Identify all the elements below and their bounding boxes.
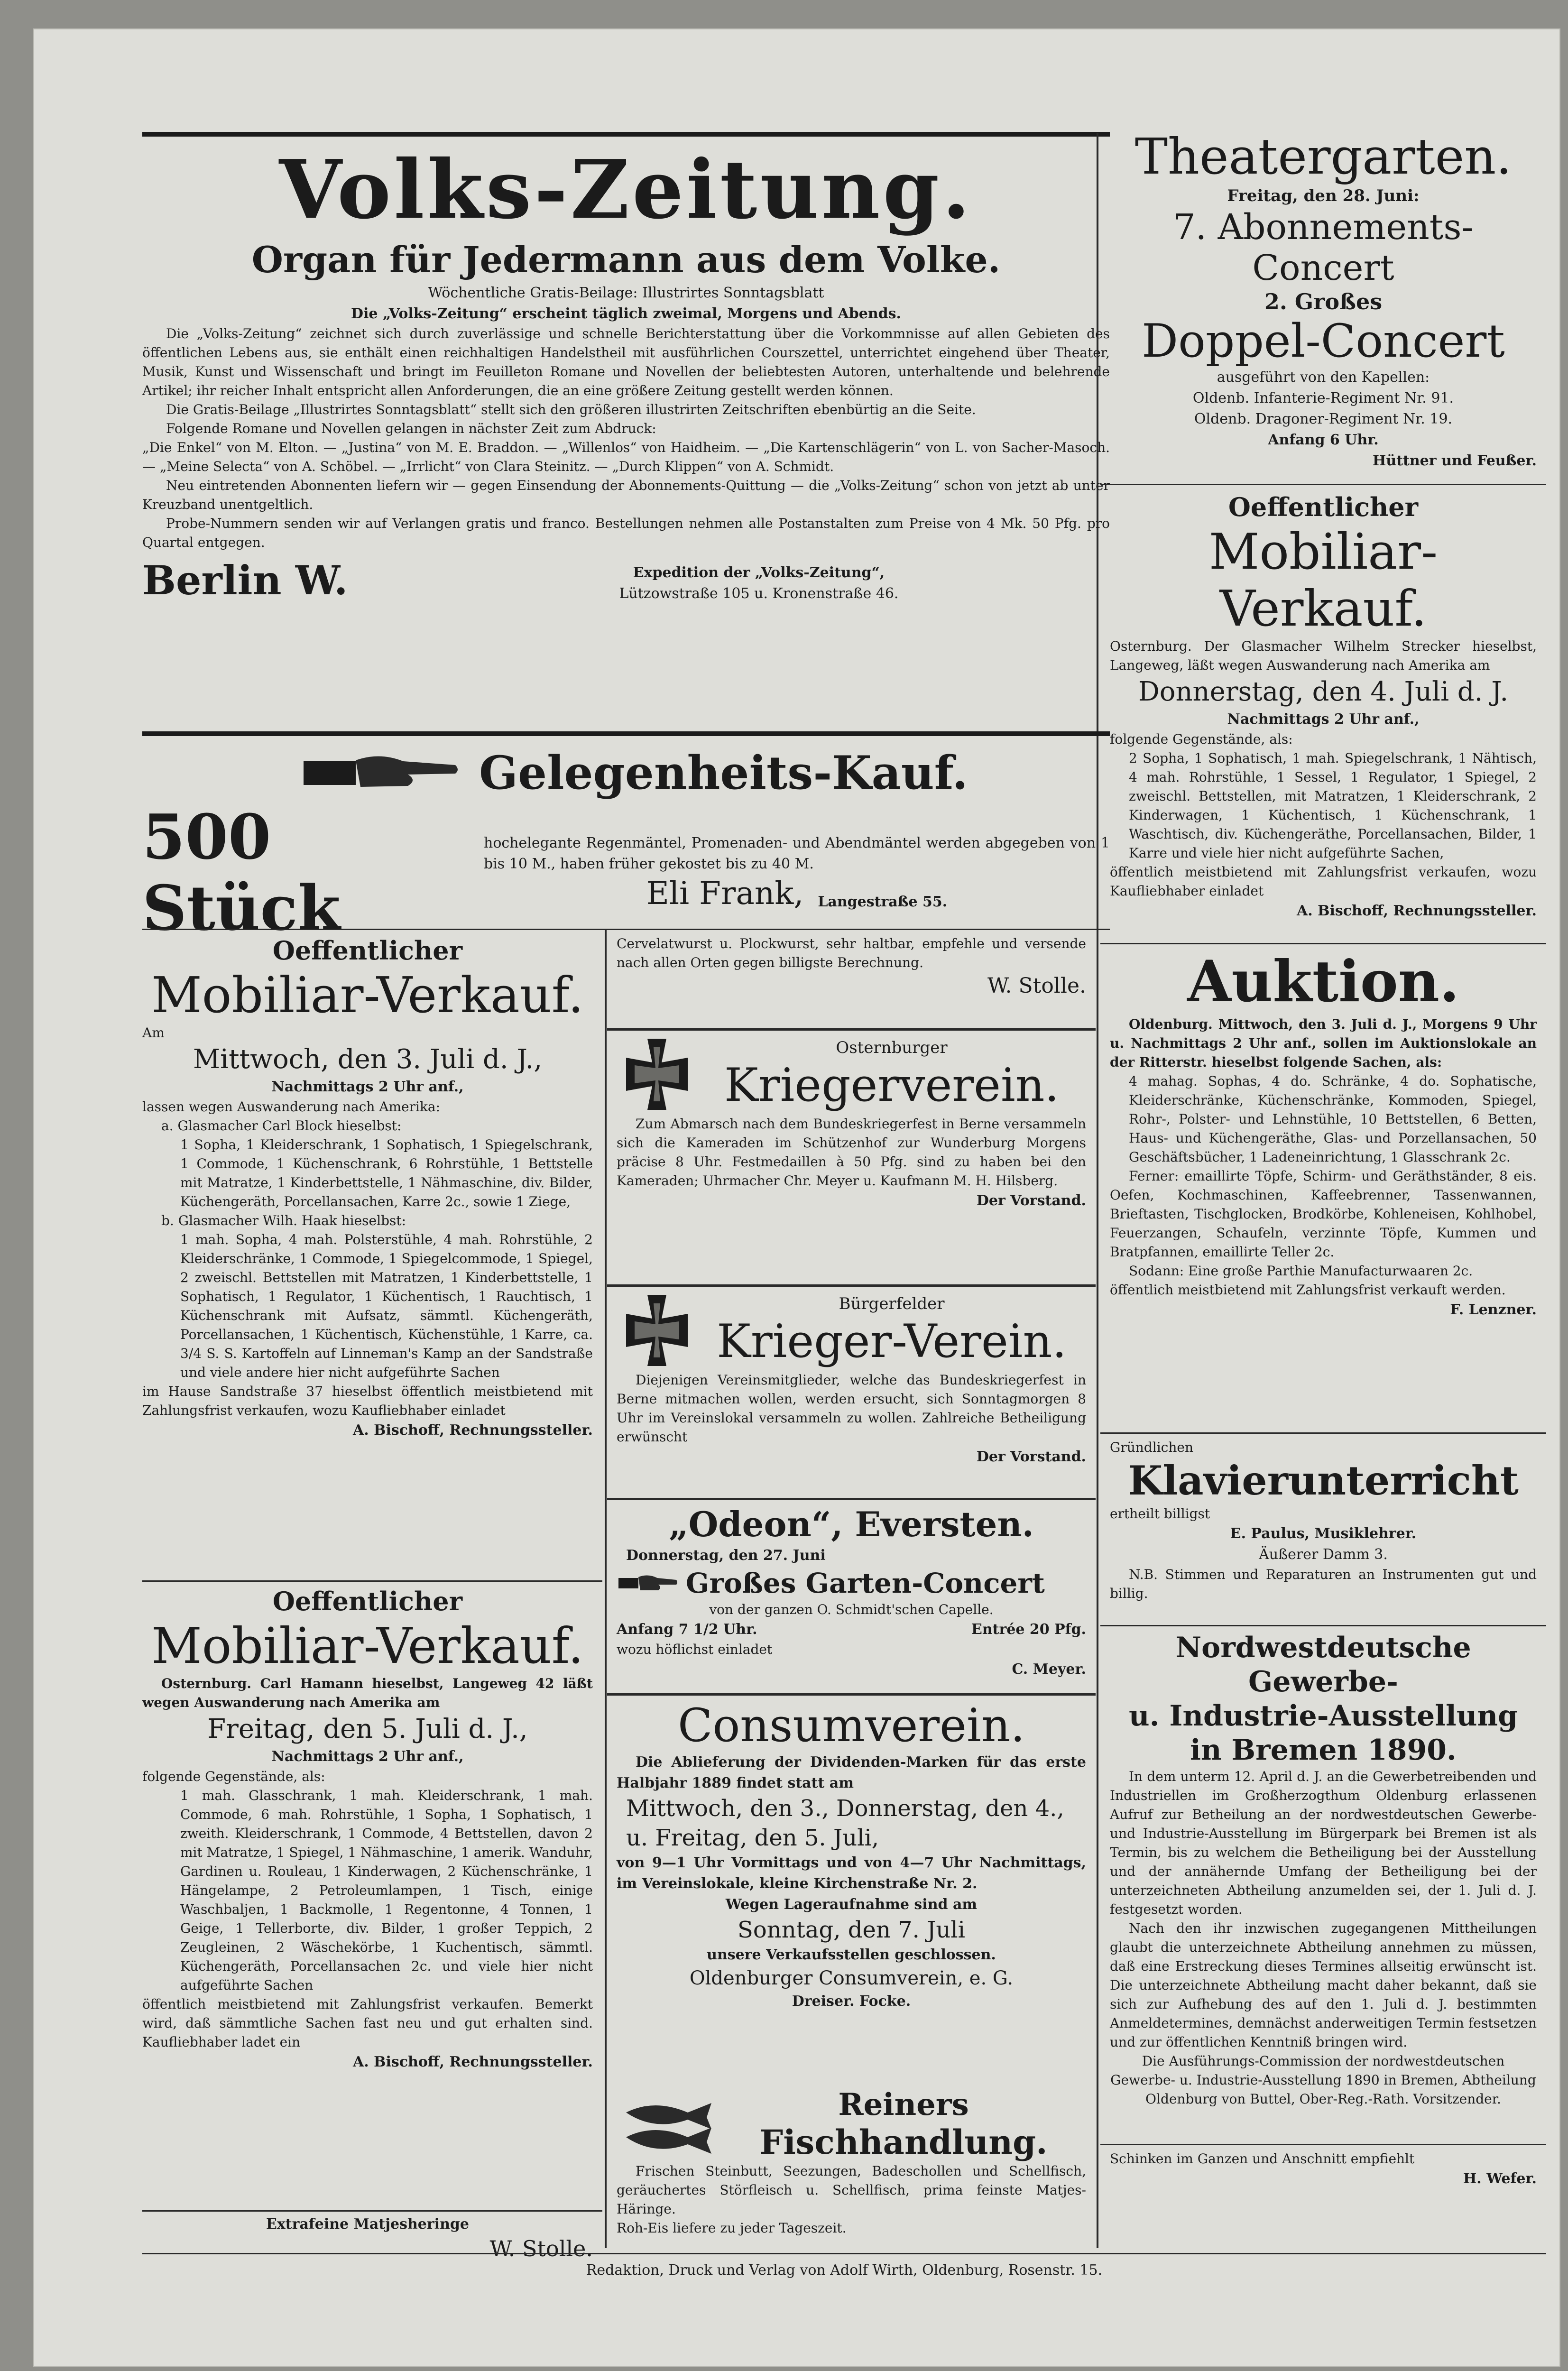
imprint-footer: Redaktion, Druck und Verlag von Adolf Wirth, Oldenburg, Rosenstr. 15. (586, 2262, 1103, 2279)
klavier-bottom-rule (1100, 1625, 1546, 1626)
klavier-addr: Äußerer Damm 3. (1259, 1546, 1388, 1563)
top-rule-left (142, 132, 1110, 137)
volks-address: Lützowstraße 105 u. Kronenstraße 46. (619, 585, 899, 602)
odeon-date: Donnerstag, den 27. Juni (626, 1547, 826, 1564)
theater-sign: Hüttner und Feußer. (1373, 452, 1537, 469)
volks-body5: Neu eintretenden Abonnenten liefern wir — gegen Einsendung der Abonnements-Quittung — die „Volks-Zeitung“ schon von jetzt ab unter Kreuzband unentgeltlich. (142, 478, 1110, 512)
mob-right-date: Donnerstag, den 4. Juli d. J. (1138, 676, 1509, 707)
auktion-body: Oldenburg. Mittwoch, den 3. Juli d. J., Morgens 9 Uhr u. Nachmittags 2 Uhr anf., sollen im Auktionslokale an der Ritterstr. hieselbst folgende Sachen, als: (1110, 1016, 1537, 1070)
mob-left2-bottom-rule (142, 2210, 602, 2212)
klavier-name: E. Paulus, Musiklehrer. (1230, 1525, 1417, 1542)
mob-left1-sign: A. Bischoff, Rechnungssteller. (352, 1422, 593, 1439)
consum-org: Oldenburger Consumverein, e. G. (689, 1967, 1014, 1989)
mob-right-items: 2 Sopha, 1 Sophatisch, 1 mah. Spiegelschrank, 1 Nähtisch, 4 mah. Rohrstühle, 1 Sessel, 1 Regulator, 1 Spiegel, 2 zweischl. Bettstellen, mit Matratzen, 1 Kleiderschrank, 2 Kinderwagen, 1 Küchentisch, 1 Küchenschrank, 1 Waschtisch, div. Küchengeräthe, Porcellansachen, Bilder, 1 Karre und viele hier nicht aufgeführte Sachen, (1129, 750, 1537, 861)
volks-zeitung-ad (142, 142, 1110, 604)
volks-expedition: Expedition der „Volks-Zeitung“, (633, 564, 885, 581)
schinken-sign: H. Wefer. (1463, 2170, 1537, 2187)
auktion-sign: F. Lenzner. (1450, 1301, 1537, 1318)
gelegen-addr: Langestraße 55. (818, 894, 948, 910)
klavier-post: ertheilt billigst (1110, 1506, 1210, 1522)
mob-left1-am: Am (142, 1025, 165, 1041)
theater-by: ausgeführt von den Kapellen: (1217, 369, 1430, 386)
osternburger-head1: Osternburger (836, 1038, 948, 1057)
odeon-entry: Entrée 20 Pfg. (971, 1621, 1086, 1638)
mob-right-intro: folgende Gegenstände, als: (1110, 731, 1293, 747)
theater-start: Anfang 6 Uhr. (1268, 432, 1379, 448)
buergerfelder-sign: Der Vorstand. (976, 1448, 1086, 1465)
mobiliar-verkauf-left-2 (142, 1585, 593, 2073)
schinken-ad (1110, 2150, 1537, 2189)
theater-concert2: 2. Großes (1264, 289, 1383, 314)
reiners-eis: Roh-Eis liefere zu jeder Tageszeit. (617, 2220, 847, 2236)
buergerfelder-head2: Krieger-Verein. (717, 1315, 1067, 1368)
volks-body1: Die „Volks-Zeitung“ zeichnet sich durch zuverlässige und schnelle Berichterstattung über die Vorkommnisse auf allen Gebieten des öffentlichen Lebens aus, sie enthält einen reichhaltigen Handelstheil mit ausführlichen Courszettel, unterrichtet eingehend über Theater, Musik, Kunst und Wissenschaft und bringt im Feuilleton Romane und Novellen der beliebtesten Autoren, unterhaltende und belehrende Artikel; ihr reicher Inhalt entspricht allen Anforderungen, die an eine größere Zeitung gestellt werden können. (142, 326, 1110, 398)
theatergarten-ad (1110, 128, 1537, 471)
gelegen-text: hochelegante Regenmäntel, Promenaden- und Abendmäntel werden abgegeben von 1 bis 10 M., haben früher gekostet bis zu 40 M. (484, 835, 1110, 872)
mob-right-sign: A. Bischoff, Rechnungssteller. (1296, 903, 1537, 919)
volks-city: Berlin W. (142, 557, 348, 604)
gelegen-big: 500 Stück (142, 801, 341, 944)
pointing-hand-icon (617, 1571, 678, 1595)
volks-body4: „Die Enkel“ von M. Elton. — „Justina“ von M. E. Braddon. — „Willenlos“ von Haidheim. — „Die Kartenschlägerin“ von L. von Sacher-Masoch. — „Meine Selecta“ von A. Schöbel. — „Irrlicht“ von Clara Steinitz. — „Durch Klippen“ von A. Schmidt. (142, 440, 1110, 474)
mob-left1-intro: lassen wegen Auswanderung nach Amerika: (142, 1099, 441, 1115)
mob-left1-bottom-rule (142, 1580, 602, 1582)
consum-body3: Wegen Lageraufnahme sind am (725, 1896, 978, 1913)
theater-reg1: Oldenb. Infanterie-Regiment Nr. 91. (1192, 390, 1454, 406)
cervelat-text: Cervelatwurst u. Plockwurst, sehr haltbar, empfehle und versende nach allen Orten gegen billigste Berechnung. (617, 936, 1086, 970)
odeon-by: von der ganzen O. Schmidt'schen Capelle. (709, 1602, 994, 1617)
osternburger-head2: Kriegerverein. (724, 1059, 1060, 1112)
odeon-start: Anfang 7 1/2 Uhr. (617, 1621, 757, 1638)
matjes-text: Extrafeine Matjesheringe (266, 2216, 469, 2233)
gewerbe-head2: u. Industrie-Ausstellung (1128, 1699, 1518, 1733)
mob-left2-time: Nachmittags 2 Uhr anf., (271, 1748, 464, 1765)
mob-left1-time: Nachmittags 2 Uhr anf., (271, 1079, 464, 1095)
volks-line1: Wöchentliche Gratis-Beilage: Illustrirtes Sonntagsblatt (428, 285, 824, 301)
auktion-bottom-rule (1100, 1432, 1546, 1434)
fish-icon (617, 2094, 721, 2155)
auktion-close: öffentlich meistbietend mit Zahlungsfrist verkauft werden. (1110, 1282, 1506, 1298)
auktion-more2: Sodann: Eine große Parthie Manufacturwaaren 2c. (1129, 1263, 1473, 1279)
mob-left1-head1: Oeffentlicher (272, 935, 463, 966)
osternburger-bottom-rule (607, 1284, 1096, 1287)
odeon-sign: C. Meyer. (1012, 1661, 1086, 1678)
mob-left2-close: öffentlich meistbietend mit Zahlungsfrist verkaufen. Bemerkt wird, daß sämmtliche Sachen fast neu und gut erhalten sind. Kaufliebhaber ladet ein (142, 1996, 593, 2050)
consum-body1: Die Ablieferung der Dividenden-Marken für das erste Halbjahr 1889 findet statt am (617, 1754, 1086, 1791)
mob-left1-date: Mittwoch, den 3. Juli d. J., (193, 1044, 543, 1075)
osternburger-kriegerverein-ad (617, 1034, 1086, 1211)
gewerbe-head1: Nordwestdeutsche Gewerbe- (1175, 1631, 1471, 1698)
reiners-fischhandlung-ad (617, 2087, 1086, 2238)
mob-left2-date: Freitag, den 5. Juli d. J., (207, 1714, 528, 1744)
schinken-text: Schinken im Ganzen und Anschnitt empfiehlt (1110, 2151, 1415, 2167)
gewerbe-bottom-rule (1100, 2144, 1546, 2145)
gewerbe-body2: Nach den ihr inzwischen zugegangenen Mittheilungen glaubt die unterzeichnete Abtheilung annehmen zu müssen, daß eine Erstreckung dieses Termines allseitig erwünscht ist. Die unterzeichnete Abtheilung macht daher bekannt, daß sie sich zur Aufhebung des auf den 1. Juli d. J. bestimmten Anmeldetermines, demnächst anderweitigen Termin festsetzen und zur öffentlichen Kenntniß bringen wird. (1110, 1920, 1537, 2050)
reiners-head2: Fischhandlung. (759, 2122, 1048, 2162)
buergerfelder-head1: Bürgerfelder (839, 1294, 945, 1313)
consumverein-ad (617, 1699, 1086, 2012)
volks-body3: Folgende Romane und Novellen gelangen in nächster Zeit zum Abdruck: (166, 421, 656, 436)
mob-left1-a-items: 1 Sopha, 1 Kleiderschrank, 1 Sophatisch, 1 Spiegelschrank, 1 Commode, 1 Küchenschrank, 6 Rohrstühle, 1 Bettstelle mit Matratze, 1 Kinderbettstelle, 1 Nähmaschine, div. Bilder, Küchengeräth, Porcellansachen, Karre 2c., sowie 1 Ziege, (180, 1137, 593, 1209)
cervelat-bottom-rule (607, 1028, 1096, 1031)
cervelat-sign: W. Stolle. (987, 974, 1086, 998)
mob-left1-a: a. Glasmacher Carl Block hieselbst: (161, 1118, 402, 1134)
theater-reg2: Oldenb. Dragoner-Regiment Nr. 19. (1194, 411, 1453, 427)
volks-title: Volks-Zeitung. (279, 142, 973, 237)
middle-column-divider (605, 930, 607, 2248)
mob-left2-head1: Oeffentlicher (272, 1586, 463, 1616)
mob-left2-intro: folgende Gegenstände, als: (142, 1769, 325, 1784)
mob-right-body: Osternburg. Der Glasmacher Wilhelm Strecker hieselbst, Langeweg, läßt wegen Auswanderung nach Amerika am (1110, 638, 1537, 673)
pointing-hand-icon (299, 747, 460, 799)
auktion-head: Auktion. (1187, 948, 1459, 1015)
matjes-sign: W. Stolle. (489, 2236, 593, 2261)
klavier-head: Klavierunterricht (1128, 1457, 1519, 1504)
mob-left1-b: b. Glasmacher Wilh. Haak hieselbst: (161, 1213, 406, 1228)
buergerfelder-bottom-rule (607, 1498, 1096, 1500)
mob-left1-b-items: 1 mah. Sopha, 4 mah. Polsterstühle, 4 mah. Rohrstühle, 2 Kleiderschränke, 1 Commode, 1 Spiegelcommode, 1 Spiegel, 2 zweischl. Bettstellen mit Matratzen, 1 Kinderbettstelle, 1 Sophatisch, 1 Regulator, 1 Küchentisch, 1 Rauchtisch, 1 Küchenschrank mit Aufsatz, sämmtl. Küchengeräth, Porcellansachen, 1 Küchentisch, Küchenstühle, 1 Karre, ca. 3/4 S. S. Kartoffeln auf Linneman's Kamp an der Sandstraße und viele andere hier nicht aufgeführte Sachen (180, 1232, 593, 1380)
klavier-ad (1110, 1438, 1537, 1603)
buergerfelder-body: Diejenigen Vereinsmitglieder, welche das Bundeskriegerfest in Berne mitmachen wollen, werden ersucht, sich Sonntagmorgen 8 Uhr im Vereinslokal versammeln zu wollen. Zahlreiche Betheiligung erwünscht (617, 1372, 1086, 1445)
matjes-ad (142, 2214, 593, 2262)
mob-left2-items: 1 mah. Glasschrank, 1 mah. Kleiderschrank, 1 mah. Commode, 6 mah. Rohrstühle, 1 Sopha, 1 Sophatisch, 1 zweith. Kleiderschrank, 1 Commode, 4 Bettstellen, davon 2 mit Matratze, 1 Spiegel, 1 Nähmaschine, 1 amerik. Wanduhr, Gardinen u. Rouleau, 1 Kinderwagen, 2 Küchenschränke, 1 Hängelampe, 2 Petroleumlampen, 1 Tisch, einige Waschbaljen, 1 Backmolle, 1 Regentonne, 4 Tonnen, 1 Geige, 1 Tellerborte, div. Bilder, 1 großer Teppich, 2 Zeugleinen, 2 Wäschekörbe, 1 Kuchentisch, sämmtl. Küchengeräth, Porcellansachen 2c. und viele hier nicht aufgeführte Sachen (180, 1788, 593, 1993)
consum-date2: Sonntag, den 7. Juli (738, 1917, 965, 1943)
iron-cross-icon (617, 1290, 697, 1371)
mob-right-head1: Oeffentlicher (1228, 492, 1419, 522)
osternburger-sign: Der Vorstand. (976, 1192, 1086, 1209)
newspaper-page (33, 28, 1560, 2367)
mobiliar-verkauf-right (1110, 491, 1537, 922)
mob-left2-body: Osternburg. Carl Hamann hieselbst, Langeweg 42 läßt wegen Auswanderung nach Amerika am (142, 1676, 593, 1710)
odeon-ad (617, 1504, 1086, 1680)
reiners-head1: Reiners (838, 2087, 969, 2122)
theater-doppel: Doppel-Concert (1142, 314, 1505, 368)
osternburger-body: Zum Abmarsch nach dem Bundeskriegerfest in Berne versammeln sich die Kameraden im Schützenhof zur Wunderburg Morgens präcise 8 Uhr. Festmedaillen à 50 Pfg. sind zu haben bei den Kameraden; Uhrmacher Chr. Meyer u. Kaufmann M. H. Hilsberg. (617, 1116, 1086, 1189)
odeon-head: „Odeon“, Eversten. (669, 1504, 1034, 1544)
theater-bottom-rule (1100, 484, 1546, 485)
mob-right-time: Nachmittags 2 Uhr anf., (1227, 711, 1420, 728)
iron-cross-icon (617, 1034, 697, 1115)
klavier-pre: Gründlichen (1110, 1439, 1193, 1455)
gelegen-bottom-rule (142, 929, 1110, 930)
cervelat-ad (617, 934, 1086, 1000)
footer-rule (142, 2253, 1546, 2254)
mob-left1-close: im Hause Sandstraße 37 hieselbst öffentlich meistbietend mit Zahlungsfrist verkaufen, wozu Kaufliebhaber einladet (142, 1384, 593, 1418)
gewerbe-body3: Die Ausführungs-Commission der nordwestdeutschen Gewerbe- u. Industrie-Ausstellung 1890 in Bremen, Abtheilung Oldenburg von Buttel, Ober-Reg.-Rath. Vorsitzender. (1110, 2053, 1536, 2107)
auktion-more: Ferner: emaillirte Töpfe, Schirm- und Geräthständer, 8 eis. Oefen, Kochmaschinen, Kaffeebrenner, Tassenwannen, Brieftasten, Tischglocken, Brodkörbe, Kohleneisen, Kohlhobel, Feuerzangen, Schaufeln, verzinnte Töpfe, Kummen und Bratpfannen, emaillirte Teller 2c. (1110, 1168, 1537, 1260)
gelegen-head: Gelegenheits-Kauf. (479, 746, 968, 800)
gewerbe-ausstellung-ad (1110, 1631, 1537, 2109)
mobiliar-verkauf-left-1 (142, 934, 593, 1441)
mob-left1-head2: Mobiliar-Verkauf. (151, 966, 584, 1024)
gewerbe-body1: In dem unterm 12. April d. J. an die Gewerbetreibenden und Industriellen im Großherzogthum Oldenburg erlassenen Aufruf zur Betheilung an der nordwestdeutschen Gewerbe- und Industrie-Ausstellung im Bürgerpark bei Bremen ist als Termin, bis zu welchem die Betheiligung bei der Ausstellung und der annähernde Umfang der Betheiligung bei der unterzeichneten Abtheilung anzumelden sei, der 1. Juli d. J. festgesetzt worden. (1110, 1769, 1537, 1917)
mob-left2-sign: A. Bischoff, Rechnungssteller. (352, 2054, 593, 2070)
auktion-ad (1110, 949, 1537, 1320)
mob-left2-head2: Mobiliar-Verkauf. (151, 1617, 584, 1675)
consum-body2: von 9—1 Uhr Vormittags und von 4—7 Uhr Nachmittags, im Vereinslokale, kleine Kirchenstraße Nr. 2. (617, 1854, 1086, 1892)
reiners-body: Frischen Steinbutt, Seezungen, Badeschollen und Schellfisch, geräuchertes Störfleisch u. Schellfisch, prima feinste Matjes-Häringe. (617, 2163, 1086, 2217)
gelegen-name: Eli Frank, (646, 875, 804, 912)
auktion-items: 4 mahag. Sophas, 4 do. Schränke, 4 do. Sophatische, Kleiderschränke, Küchenschränke, Kommoden, Spiegel, Rohr-, Polster- und Lehnstühle, 10 Bettstellen, 6 Betten, Haus- und Küchengeräthe, Glas- und Porzellansachen, 50 Geschäftsbücher, 1 Ladeneinrichtung, 1 Glasschrank 2c. (1129, 1073, 1537, 1165)
gelegenheits-kauf-ad (142, 745, 1110, 944)
theater-date: Freitag, den 28. Juni: (1227, 186, 1420, 205)
consum-sign: Dreiser. Focke. (792, 1993, 911, 2010)
volks-bottom-rule (142, 731, 1110, 736)
odeon-bottom-rule (607, 1693, 1096, 1696)
gewerbe-head3: in Bremen 1890. (1190, 1734, 1457, 1767)
consum-head: Consumverein. (678, 1699, 1025, 1752)
theater-concert: 7. Abonnements-Concert (1173, 207, 1474, 288)
theater-title: Theatergarten. (1134, 128, 1512, 185)
volks-body6: Probe-Nummern senden wir auf Verlangen gratis und franco. Bestellungen nehmen alle Postanstalten zum Preise von 4 Mk. 50 Pfg. pro Quartal entgegen. (142, 516, 1110, 550)
odeon-concert: Großes Garten-Concert (686, 1567, 1045, 1599)
volks-subtitle: Organ für Jedermann aus dem Volke. (251, 239, 1001, 281)
consum-date: Mittwoch, den 3., Donnerstag, den 4., u. Freitag, den 5. Juli, (626, 1795, 1064, 1851)
buergerfelder-kriegerverein-ad (617, 1290, 1086, 1467)
odeon-invite: wozu höflichst einladet (617, 1642, 773, 1657)
mob-right-head2: Mobiliar-Verkauf. (1208, 523, 1438, 637)
volks-body2: Die Gratis-Beilage „Illustrirtes Sonntagsblatt“ stellt sich den größeren illustrirten Zeitschriften ebenbürtig an die Seite. (166, 402, 976, 417)
klavier-nb: N.B. Stimmen und Reparaturen an Instrumenten gut und billig. (1110, 1567, 1537, 1601)
mob-right-bottom-rule (1100, 943, 1546, 944)
mob-right-close: öffentlich meistbietend mit Zahlungsfrist verkaufen, wozu Kaufliebhaber einladet (1110, 864, 1537, 899)
volks-line2: Die „Volks-Zeitung“ erscheint täglich zweimal, Morgens und Abends. (351, 305, 901, 322)
consum-body4: unsere Verkaufsstellen geschlossen. (707, 1947, 996, 1963)
